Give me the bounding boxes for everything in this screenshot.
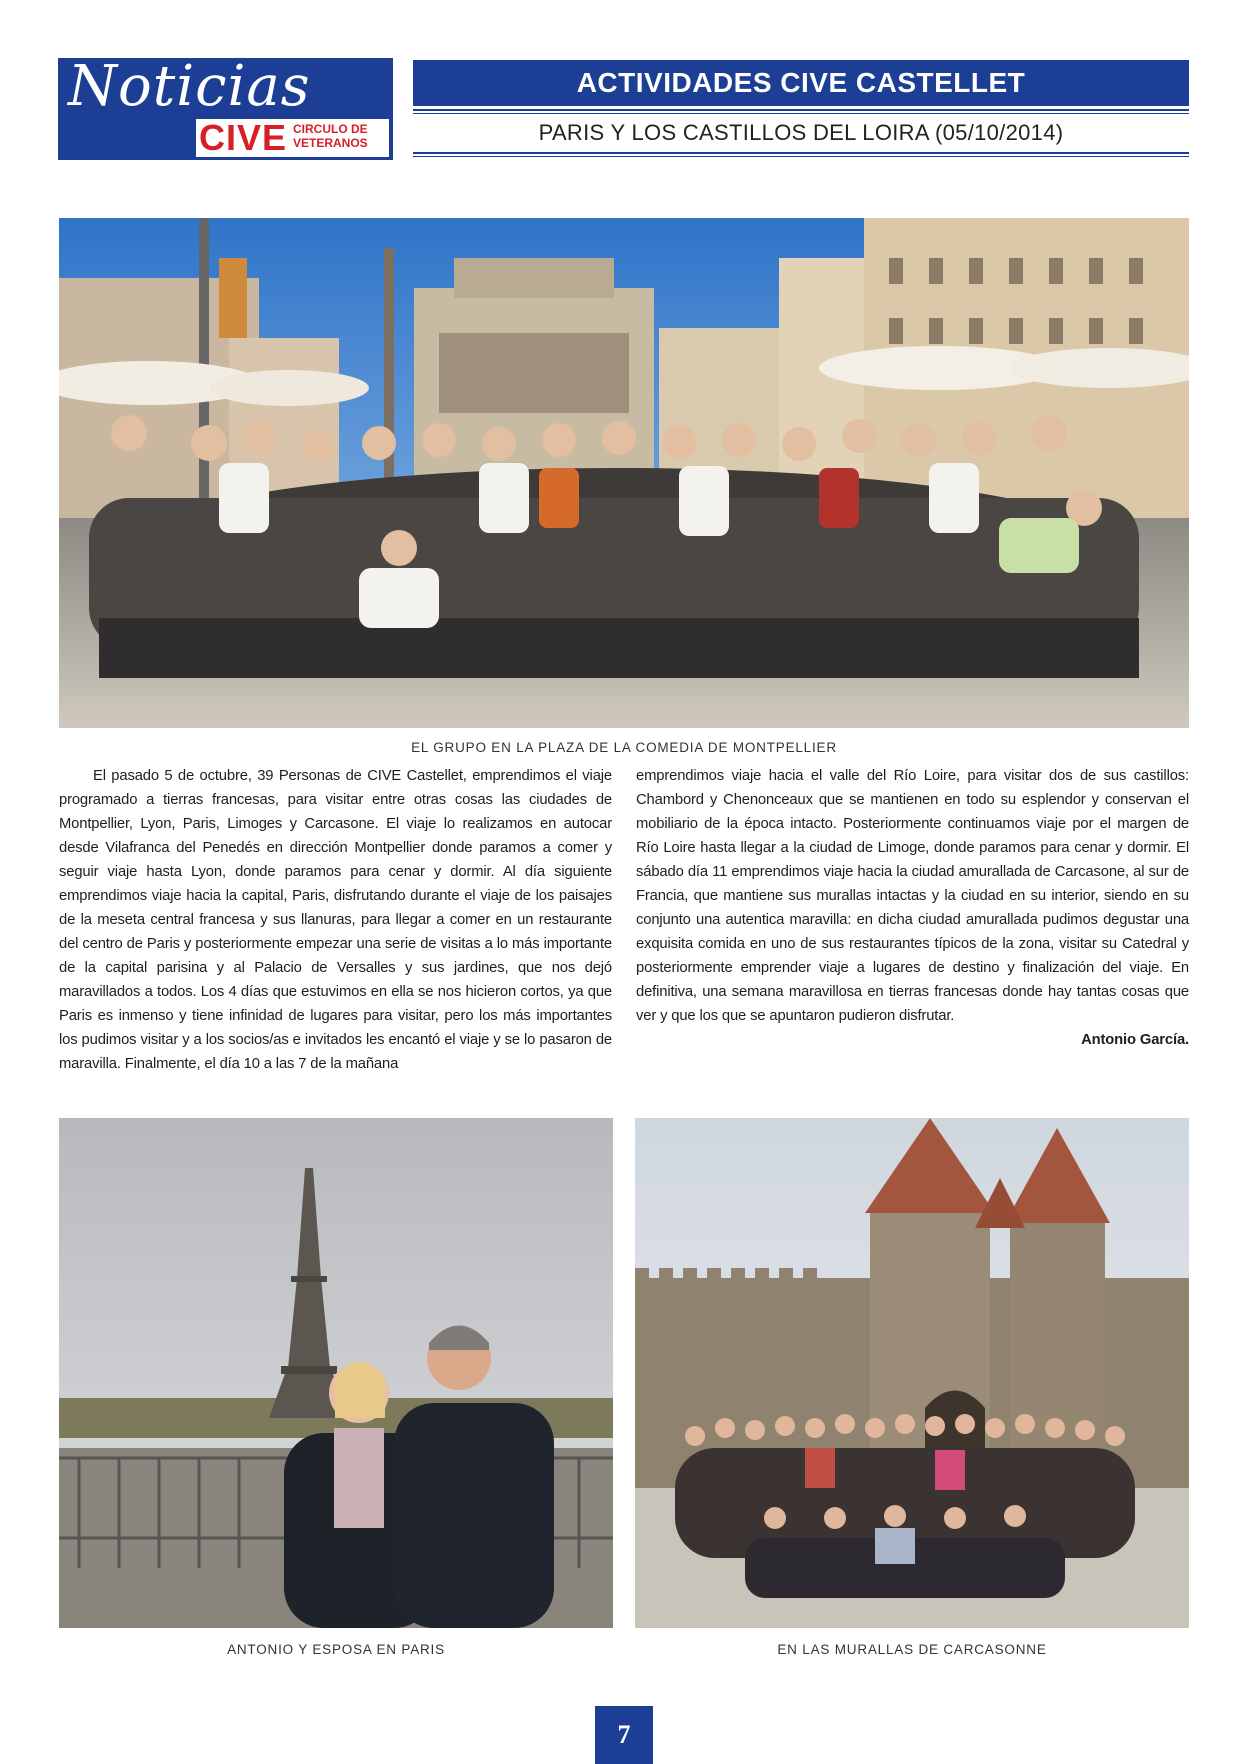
- section-title: ACTIVIDADES CIVE CASTELLET: [413, 60, 1189, 106]
- article-author: Antonio García.: [1081, 1032, 1189, 1048]
- logo-brand: CIVE: [199, 117, 288, 158]
- header-rule-bottom: [413, 152, 1189, 154]
- logo-tagline: CIRCULO DE VETERANOS: [293, 122, 368, 150]
- left-photo-caption: ANTONIO Y ESPOSA EN PARIS: [227, 1642, 445, 1657]
- article-column-2: [636, 764, 1189, 1052]
- noticias-cive-logo: [58, 58, 393, 160]
- right-photo-caption: EN LAS MURALLAS DE CARCASONNE: [777, 1642, 1047, 1657]
- article-text-1: El pasado 5 de octubre, 39 Personas de CIVE Castellet, emprendimos el viaje programado a tierras francesas, para visitar entre otras cosas las ciudades de Montpellier, Lyon, Paris, Limoges y Carcasone. El viaje lo realizamos en autocar desde Vilafranca del Penedés en dirección Montpellier donde paramos a comer y seguir viaje hasta Lyon, donde paramos para cenar y dormir. Al día siguiente emprendimos viaje hacia la capital, Paris, disfrutando durante el viaje de los paisajes de la meseta central francesa y sus llanuras, para llegar a comer en un restaurante del centro de Paris y posteriormente empezar una serie de visitas a lo más importante de la capital parisina y al Palacio de Versalles y sus jardines, que nos dejó maravillados a todos. Los 4 días que estuvimos en ella se nos hicieron cortos, ya que Paris es inmenso y tiene infinidad de lugares para visitar, pero los más importantes los pudimos visitar y a los socios/as e invitados les encantó el viaje y se lo pasaron de maravilla. Finalmente, el día 10 a las 7 de la mañana: [59, 768, 612, 1072]
- header-rule-bottom-thin: [413, 156, 1189, 157]
- header-rule-top: [413, 109, 1189, 111]
- top-photo-caption: EL GRUPO EN LA PLAZA DE LA COMEDIA DE MONTPELLIER: [411, 740, 837, 755]
- group-photo-montpellier: [59, 218, 1189, 728]
- page-subtitle: PARIS Y LOS CASTILLOS DEL LOIRA (05/10/2014): [538, 120, 1064, 145]
- article-text-2: emprendimos viaje hacia el valle del Río Loire, para visitar dos de sus castillos: Chambord y Chenonceaux que se mantienen en todo su esplendor y conservan el mobiliario de la época intacto. Posteriormente continuamos viaje por el margen de Río Loire hasta llegar a la ciudad de Limoge, donde paramos para cenar y dormir. El sábado día 11 emprendimos viaje hacia la ciudad amurallada de Carcasone, al sur de Francia, que mantiene sus murallas intactas y la ciudad en su interior, siendo en su conjunto una autentica maravilla: en dicha ciudad amurallada pudimos degustar una exquisita comida en uno de sus restaurantes típicos de la zona, visitar su Catedral y posteriormente emprender viaje a lugares de destino y finalización del viaje. En definitiva, una semana maravillosa en tierras francesas donde hay tantas cosas que ver y que los que se apuntaron pudieron disfrutar.: [636, 768, 1189, 1024]
- photo-paris-eiffel: [59, 1118, 613, 1628]
- logo-brand-strip: [196, 119, 389, 157]
- logo-word: Noticias: [68, 58, 311, 119]
- article-column-1: [59, 764, 612, 1076]
- page-number: 7: [595, 1706, 653, 1764]
- photo-carcassonne-walls: [635, 1118, 1189, 1628]
- header-rule-thin: [413, 113, 1189, 114]
